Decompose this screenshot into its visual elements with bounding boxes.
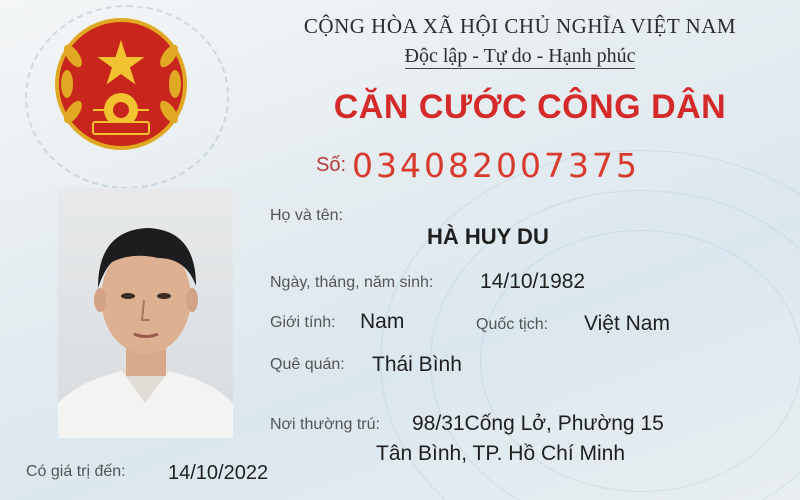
portrait-photo [58,188,233,438]
card-title: CĂN CƯỚC CÔNG DÂN [333,88,727,126]
hometown-label: Quê quán: [270,356,345,373]
nationality-label: Quốc tịch: [476,316,549,333]
expiry-date: 14/10/2022 [168,462,269,484]
holder-name: HÀ HUY DU [427,224,549,249]
expiry-label: Có giá trị đến: [26,463,126,480]
sex-value: Nam [360,310,405,333]
national-motto: Độc lập - Tự do - Hạnh phúc [404,45,636,67]
date-of-birth: 14/10/1982 [480,270,586,293]
residence-line-1: 98/31Cống Lở, Phường 15 [412,412,664,435]
residence-label: Nơi thường trú: [270,416,380,433]
national-emblem-icon [55,18,187,150]
residence-line-2: Tân Bình, TP. Hồ Chí Minh [376,442,626,465]
nationality-value: Việt Nam [584,312,670,335]
card-header [250,14,790,68]
hometown-value: Thái Bình [372,353,462,376]
sex-label: Giới tính: [270,314,336,331]
id-number-label: Số: [316,154,347,176]
republic-name: CỘNG HÒA XÃ HỘI CHỦ NGHĨA VIỆT NAM [303,14,737,38]
portrait-icon [58,188,233,438]
id-number: 034082007375 [352,146,640,185]
name-label: Họ và tên: [270,207,343,224]
id-number-line [316,146,640,185]
dob-label: Ngày, tháng, năm sinh: [270,274,434,291]
